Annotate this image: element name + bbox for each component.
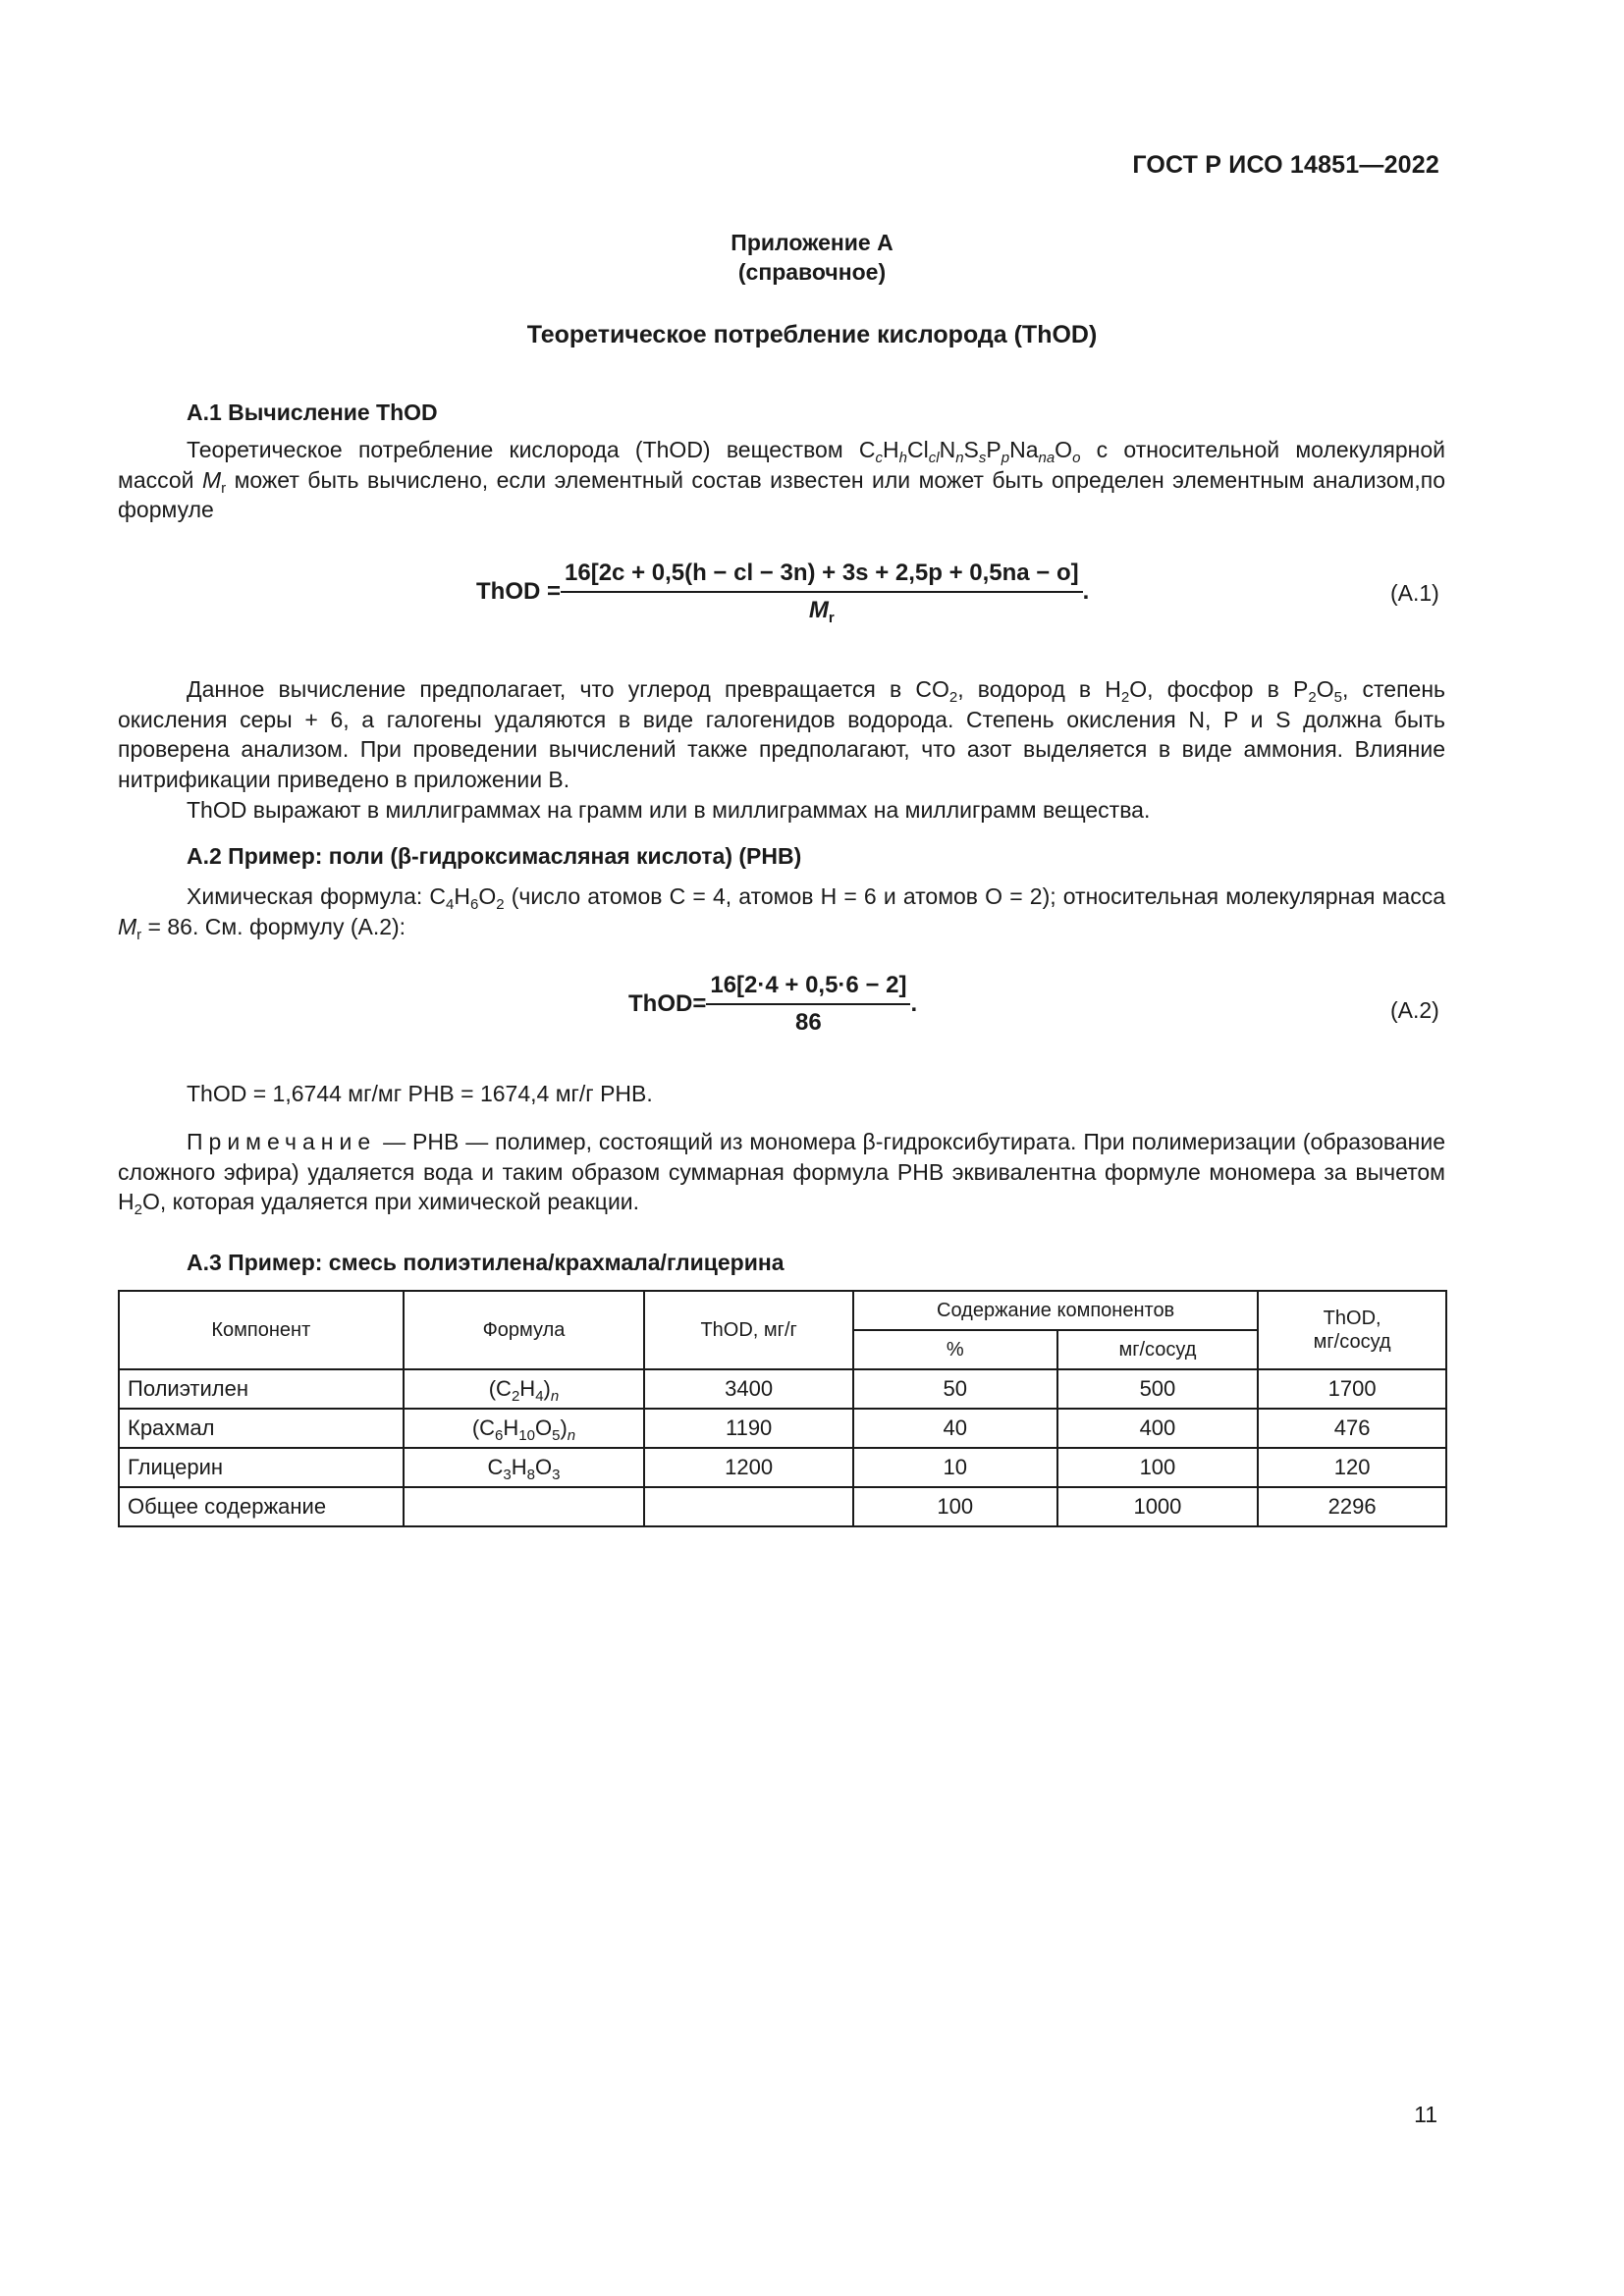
cell-component: Общее содержание: [119, 1487, 404, 1526]
section-a2-result: ThOD = 1,6744 мг/мг PHB = 1674,4 мг/г PHB.: [187, 1081, 653, 1106]
cell-thod: 1200: [644, 1448, 853, 1487]
cell-percent: 50: [853, 1369, 1057, 1409]
equation-a1-tag: (А.1): [1390, 580, 1439, 606]
cell-formula: $C_3H_8O_3$: [404, 1448, 645, 1487]
equation-a1-numerator: 16[2c + 0,5(h − cl − 3n) + 3s + 2,5p + 0,5na − o]: [561, 560, 1083, 593]
cell-component: Крахмал: [119, 1409, 404, 1448]
annex-label: Приложение А: [731, 230, 893, 255]
col-header-thod: ThOD, мг/г: [644, 1291, 853, 1369]
note-label: Примечание: [187, 1129, 377, 1154]
cell-thod-vessel: 2296: [1258, 1487, 1446, 1526]
equation-a1: ThOD = $\frac{16[2c + 0,5(h - cl - 3n) + 3s + 2,5p + 0,5na - o]}{M_r}$ .: [476, 560, 1090, 626]
col-header-component: Компонент: [119, 1291, 404, 1369]
table-row: [119, 1409, 1446, 1448]
a1-intro-part2: с относительной молекулярной массой: [118, 437, 1445, 493]
cell-formula: $(C_2H_4)_n$: [404, 1369, 645, 1409]
section-a2-heading: А.2 Пример: поли (β-гидроксимасляная кислота) (PHB): [187, 843, 802, 869]
annex-heading: [0, 228, 1624, 287]
equation-a2: ThOD= $\frac{16[2\cdot 4 + 0,5\cdot 6 - 2]}{86}$ .: [628, 972, 918, 1036]
col-header-percent: %: [853, 1330, 1057, 1369]
cell-formula: [404, 1487, 645, 1526]
a1-intro-part1: Теоретическое потребление кислорода (ThOD) веществом: [187, 437, 859, 462]
annex-title: Теоретическое потребление кислорода (ThOD): [526, 321, 1098, 348]
cell-percent: 40: [853, 1409, 1057, 1448]
a1-intro-part3: может быть вычислено, если элементный состав известен или может быть определен элементным анализом,по формуле: [118, 466, 1445, 522]
cell-thod: [644, 1487, 853, 1526]
section-a1-paragraph-2: Данное вычисление предполагает, что углерод превращается в $CO_2$, водород в $H_2O$, фосфор в $P_2O_5$, степень окисления серы + 6, а галогены удаляются в виде галогенидов водорода. Степень окисления N, P и S должна быть проверена анализом. При проведении вычислений также предполагают, что азот выделяется в виде аммония. Влияние нитрификации приведено в приложении В.: [118, 676, 1445, 792]
equation-a2-fraction: [706, 972, 910, 1037]
section-a2-paragraph-1: Химическая формула: $C_4H_6O_2$ (число атомов C = 4, атомов H = 6 и атомов O = 2); относительная молекулярная масса $M_r = 86$. См. формулу (А.2):: [118, 883, 1445, 943]
section-a2-note: Примечание — PHB — полимер, состоящий из мономера β-гидроксибутирата. При полимеризации (образование сложного эфира) удаляется вода и таким образом суммарная формула PHB эквивалентна формуле мономера за вычетом $H_2O$, которая удаляется при химической реакции.: [118, 1129, 1445, 1218]
equation-a2-tag: (А.2): [1390, 997, 1439, 1023]
cell-thod-vessel: 1700: [1258, 1369, 1446, 1409]
cell-mg: 1000: [1057, 1487, 1259, 1526]
cell-mg: 100: [1057, 1448, 1259, 1487]
col-header-formula: Формула: [404, 1291, 645, 1369]
cell-component: Полиэтилен: [119, 1369, 404, 1409]
cell-percent: 10: [853, 1448, 1057, 1487]
cell-thod-vessel: 476: [1258, 1409, 1446, 1448]
cell-thod: 1190: [644, 1409, 853, 1448]
equation-a1-denominator: $M_r$: [808, 597, 835, 626]
equation-a2-numerator: 16[2·4 + 0,5·6 − 2]: [706, 972, 910, 1005]
cell-thod-vessel: 120: [1258, 1448, 1446, 1487]
cell-mg: 400: [1057, 1409, 1259, 1448]
cell-component: Глицерин: [119, 1448, 404, 1487]
section-a3-heading: А.3 Пример: смесь полиэтилена/крахмала/глицерина: [187, 1250, 785, 1275]
col-header-thod-vessel: ThOD, мг/сосуд: [1258, 1291, 1446, 1369]
section-a1-paragraph-3: ThOD выражают в миллиграммах на грамм или в миллиграммах на миллиграмм вещества.: [187, 797, 1151, 823]
equation-a2-lhs: ThOD=: [628, 990, 707, 1017]
col-header-mg-vessel: мг/сосуд: [1057, 1330, 1259, 1369]
page-number: 11: [1414, 2102, 1437, 2127]
annex-status: (справочное): [737, 259, 887, 285]
cell-mg: 500: [1057, 1369, 1259, 1409]
cell-thod: 3400: [644, 1369, 853, 1409]
equation-a2-denominator: 86: [795, 1009, 822, 1036]
document-header: ГОСТ Р ИСО 14851—2022: [1132, 151, 1439, 179]
a1-chem-formula-rendered: $C_cH_hCl_{cl}N_nS_sP_pNa_{na}O_o$: [858, 437, 1081, 466]
section-a1-heading: А.1 Вычисление ThOD: [187, 400, 438, 425]
col-header-content: Содержание компонентов: [853, 1291, 1258, 1330]
equation-a1-fraction: [561, 560, 1083, 624]
table-row: [119, 1369, 1446, 1409]
components-table: [118, 1290, 1447, 1527]
table-row-total: [119, 1487, 1446, 1526]
cell-percent: 100: [853, 1487, 1057, 1526]
equation-a1-lhs: ThOD =: [476, 578, 562, 605]
table-row: [119, 1448, 1446, 1487]
cell-formula: $(C_6H_{10}O_5)_n$: [404, 1409, 645, 1448]
section-a1-intro: Теоретическое потребление кислорода (ThOD) веществом $C_cH_hCl_{cl}N_nS_sP_pNa_{na}O_o$ с относительной молекулярной массой $M_r$ может быть вычислено, если элементный состав известен или может быть определен элементным анализом,по формуле: [118, 437, 1445, 522]
